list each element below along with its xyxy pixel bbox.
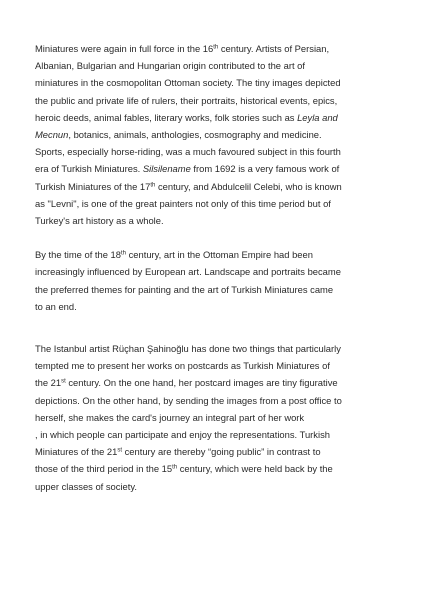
superscript: th <box>150 182 156 189</box>
text-run: the 21 <box>35 377 62 389</box>
superscript: st <box>117 447 123 454</box>
text-line: Albanian, Bulgarian and Hungarian origin contributed to the art of <box>35 60 305 72</box>
text-line <box>35 460 397 477</box>
text-run: , botanics, animals, anthologies, cosmography and medicine. <box>68 129 322 141</box>
text-run: century, which were held back by the <box>177 463 333 475</box>
text-run: Turkish Miniatures of the 17 <box>35 180 151 192</box>
italic-title: Mecnun <box>35 129 69 141</box>
text-line: Turkey's art history as a whole. <box>35 215 164 227</box>
text-line <box>35 178 397 195</box>
text-line: Sports, especially horse-riding, was a much favoured subject in this fourth <box>35 146 341 158</box>
text-run: from 1692 is a very famous work of <box>190 163 340 175</box>
text-line <box>35 443 397 460</box>
text-line <box>35 160 397 177</box>
paragraph-18th-century <box>35 246 397 315</box>
text-run: century. Artists of Persian, <box>218 43 330 54</box>
paragraph-21st-century <box>35 340 397 495</box>
text-run: heroic deeds, animal fables, literary works, folk stories such as <box>35 111 298 123</box>
text-run: Miniatures were again in full force in the 16 <box>35 43 214 54</box>
text-run: those of the third period in the 15 <box>35 463 173 475</box>
text-line <box>35 40 397 57</box>
text-line <box>35 246 397 263</box>
text-line: the public and private life of rulers, their portraits, historical events, epics, <box>35 94 338 106</box>
paragraph-spacer <box>35 229 397 246</box>
text-line: herself, she makes the card's journey an integral part of her work <box>35 411 305 423</box>
text-run: century. On the one hand, her postcard images are tiny figurative <box>65 377 338 389</box>
italic-title: Silsilename <box>142 163 191 175</box>
text-line: as "Levni", is one of the great painters not only of this time period but of <box>35 197 331 209</box>
superscript: th <box>213 44 219 51</box>
text-line: , in which people can participate and enjoy the representations. Turkish <box>35 429 330 441</box>
superscript: th <box>121 250 127 257</box>
paragraph-spacer <box>35 315 397 340</box>
text-run: century are thereby “going public” in contrast to <box>122 446 321 458</box>
superscript: th <box>172 464 178 471</box>
paragraph-16th-century <box>35 40 397 229</box>
text-line <box>35 374 397 391</box>
text-line: The Istanbul artist Rüçhan Şahinoğlu has done two things that particularly <box>35 343 341 355</box>
text-line <box>35 109 397 126</box>
text-run: era of Turkish Miniatures. <box>35 163 143 175</box>
text-line: upper classes of society. <box>35 480 137 492</box>
text-run: By the time of the 18 <box>35 249 121 261</box>
text-line: tempted me to present her works on postcards as Turkish Miniatures of <box>35 360 330 372</box>
text-run: century, and Abdulcelil Celebi, who is known <box>155 180 342 192</box>
text-line <box>35 126 397 143</box>
text-line: miniatures in the cosmopolitan Ottoman society. The tiny images depicted <box>35 77 341 89</box>
text-run: Miniatures of the 21 <box>35 446 118 458</box>
italic-title: Leyla and <box>297 111 338 123</box>
superscript: st <box>61 378 66 385</box>
text-line: the preferred themes for painting and the art of Turkish Miniatures came <box>35 283 334 295</box>
text-line: increasingly influenced by European art. Landscape and portraits became <box>35 266 341 278</box>
text-line: depictions. On the other hand, by sending the images from a post office to <box>35 394 342 406</box>
text-run: century, art in the Ottoman Empire had been <box>126 249 313 261</box>
text-line: to an end. <box>35 300 77 312</box>
